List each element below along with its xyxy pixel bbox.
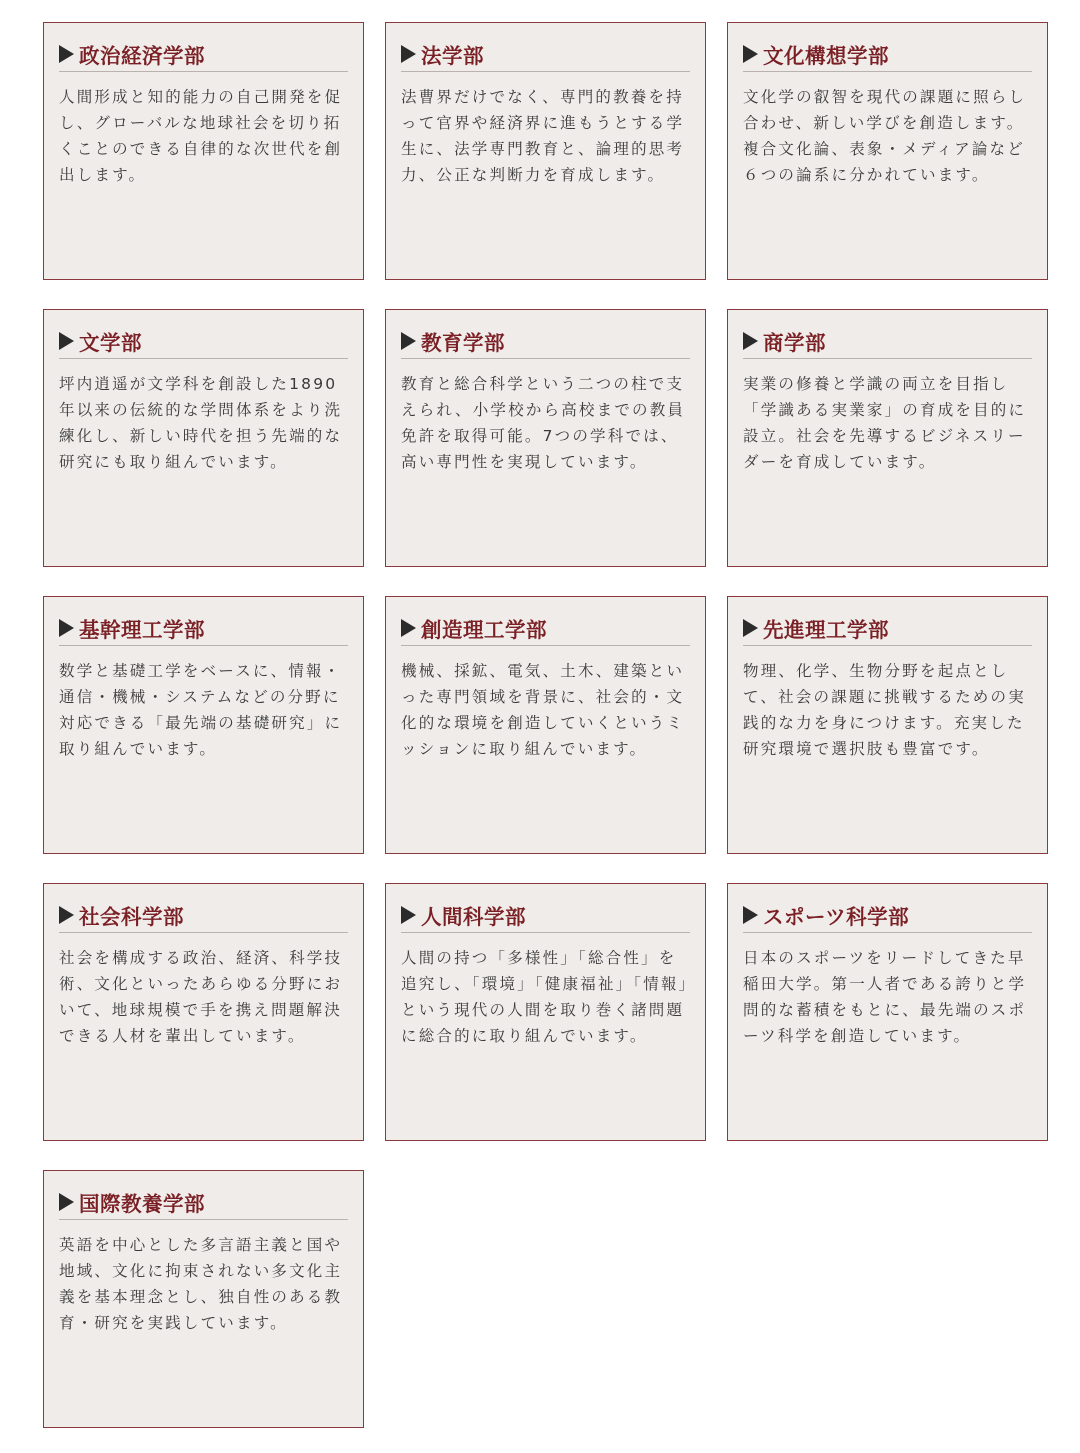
faculty-description: 機械、採鉱、電気、土木、建築といった専門領域を背景に、社会的・文化的な環境を創造していくというミッションに取り組んでいます。 bbox=[401, 662, 685, 758]
faculty-description: 物理、化学、生物分野を起点として、社会の課題に挑戦するための実践的な力を身につけます。充実した研究環境で選択肢も豊富です。 bbox=[743, 662, 1026, 758]
faculty-title: スポーツ科学部 bbox=[763, 905, 910, 929]
faculty-card-political-economy bbox=[43, 22, 364, 280]
card-header bbox=[59, 1187, 348, 1220]
triangle-arrow-icon bbox=[59, 906, 74, 924]
faculty-title: 先進理工学部 bbox=[763, 618, 889, 642]
card-header bbox=[401, 613, 690, 646]
card-header bbox=[59, 900, 348, 933]
faculty-card-advanced-science-engineering bbox=[727, 596, 1048, 854]
faculty-description: 人間形成と知的能力の自己開発を促し、グローバルな地球社会を切り拓くことのできる自律的な次世代を創出します。 bbox=[59, 88, 343, 184]
faculty-title: 基幹理工学部 bbox=[79, 618, 205, 642]
faculty-description: 法曹界だけでなく、専門的教養を持って官界や経済界に進もうとする学生に、法学専門教育と、論理的思考力、公正な判断力を育成します。 bbox=[401, 88, 685, 184]
triangle-arrow-icon bbox=[743, 619, 758, 637]
faculty-title: 法学部 bbox=[421, 44, 484, 68]
card-header bbox=[401, 900, 690, 933]
faculty-title: 文化構想学部 bbox=[763, 44, 889, 68]
faculty-description: 数学と基礎工学をベースに、情報・通信・機械・システムなどの分野に対応できる「最先端の基礎研究」に取り組んでいます。 bbox=[59, 662, 343, 758]
triangle-arrow-icon bbox=[59, 332, 74, 350]
faculty-card-creative-science-engineering bbox=[385, 596, 706, 854]
triangle-arrow-icon bbox=[59, 1193, 74, 1211]
faculty-card-culture-media bbox=[727, 22, 1048, 280]
faculty-card-social-sciences bbox=[43, 883, 364, 1141]
card-header bbox=[743, 326, 1032, 359]
faculty-title: 文学部 bbox=[79, 331, 142, 355]
card-header bbox=[743, 613, 1032, 646]
faculty-description: 人間の持つ「多様性」「総合性」を追究し、「環境」「健康福祉」「情報」という現代の人間を取り巻く諸問題に総合的に取り組んでいます。 bbox=[401, 949, 689, 1045]
faculty-card-international-liberal-studies bbox=[43, 1170, 364, 1428]
triangle-arrow-icon bbox=[401, 906, 416, 924]
faculty-description: 文化学の叡智を現代の課題に照らし合わせ、新しい学びを創造します。複合文化論、表象・メディア論など６つの論系に分かれています。 bbox=[743, 88, 1027, 184]
triangle-arrow-icon bbox=[743, 906, 758, 924]
faculty-card-human-sciences bbox=[385, 883, 706, 1141]
faculty-card-letters bbox=[43, 309, 364, 567]
faculty-title: 政治経済学部 bbox=[79, 44, 205, 68]
triangle-arrow-icon bbox=[401, 619, 416, 637]
faculty-card-fundamental-science-engineering bbox=[43, 596, 364, 854]
card-header bbox=[401, 326, 690, 359]
faculty-title: 教育学部 bbox=[421, 331, 505, 355]
faculty-description: 日本のスポーツをリードしてきた早稲田大学。第一人者である誇りと学問的な蓄積をもとに、最先端のスポーツ科学を創造しています。 bbox=[743, 949, 1027, 1045]
faculty-description: 社会を構成する政治、経済、科学技術、文化といったあらゆる分野において、地球規模で手を携え問題解決できる人材を輩出しています。 bbox=[59, 949, 343, 1045]
triangle-arrow-icon bbox=[743, 332, 758, 350]
faculty-title: 人間科学部 bbox=[421, 905, 526, 929]
triangle-arrow-icon bbox=[401, 332, 416, 350]
faculty-card-commerce bbox=[727, 309, 1048, 567]
faculty-description: 実業の修養と学識の両立を目指し「学識ある実業家」の育成を目的に設立。社会を先導するビジネスリーダーを育成しています。 bbox=[743, 375, 1027, 471]
faculty-card-law bbox=[385, 22, 706, 280]
triangle-arrow-icon bbox=[743, 45, 758, 63]
faculty-card-sport-sciences bbox=[727, 883, 1048, 1141]
faculty-description: 教育と総合科学という二つの柱で支えられ、小学校から高校までの教員免許を取得可能。7つの学科では、高い専門性を実現しています。 bbox=[401, 375, 686, 471]
faculty-card-education bbox=[385, 309, 706, 567]
card-header bbox=[401, 39, 690, 72]
faculty-description: 坪内逍遥が文学科を創設した1890年以来の伝統的な学問体系をより洗練化し、新しい時代を担う先端的な研究にも取り組んでいます。 bbox=[59, 375, 343, 471]
card-header bbox=[59, 39, 348, 72]
faculty-title: 国際教養学部 bbox=[79, 1192, 205, 1216]
card-header bbox=[59, 326, 348, 359]
triangle-arrow-icon bbox=[59, 619, 74, 637]
faculty-title: 創造理工学部 bbox=[421, 618, 547, 642]
triangle-arrow-icon bbox=[401, 45, 416, 63]
faculty-grid bbox=[43, 22, 1048, 1428]
faculty-description: 英語を中心とした多言語主義と国や地域、文化に拘束されない多文化主義を基本理念とし、独自性のある教育・研究を実践しています。 bbox=[59, 1236, 343, 1332]
faculty-title: 社会科学部 bbox=[79, 905, 184, 929]
card-header bbox=[743, 39, 1032, 72]
card-header bbox=[743, 900, 1032, 933]
card-header bbox=[59, 613, 348, 646]
triangle-arrow-icon bbox=[59, 45, 74, 63]
faculty-title: 商学部 bbox=[763, 331, 826, 355]
